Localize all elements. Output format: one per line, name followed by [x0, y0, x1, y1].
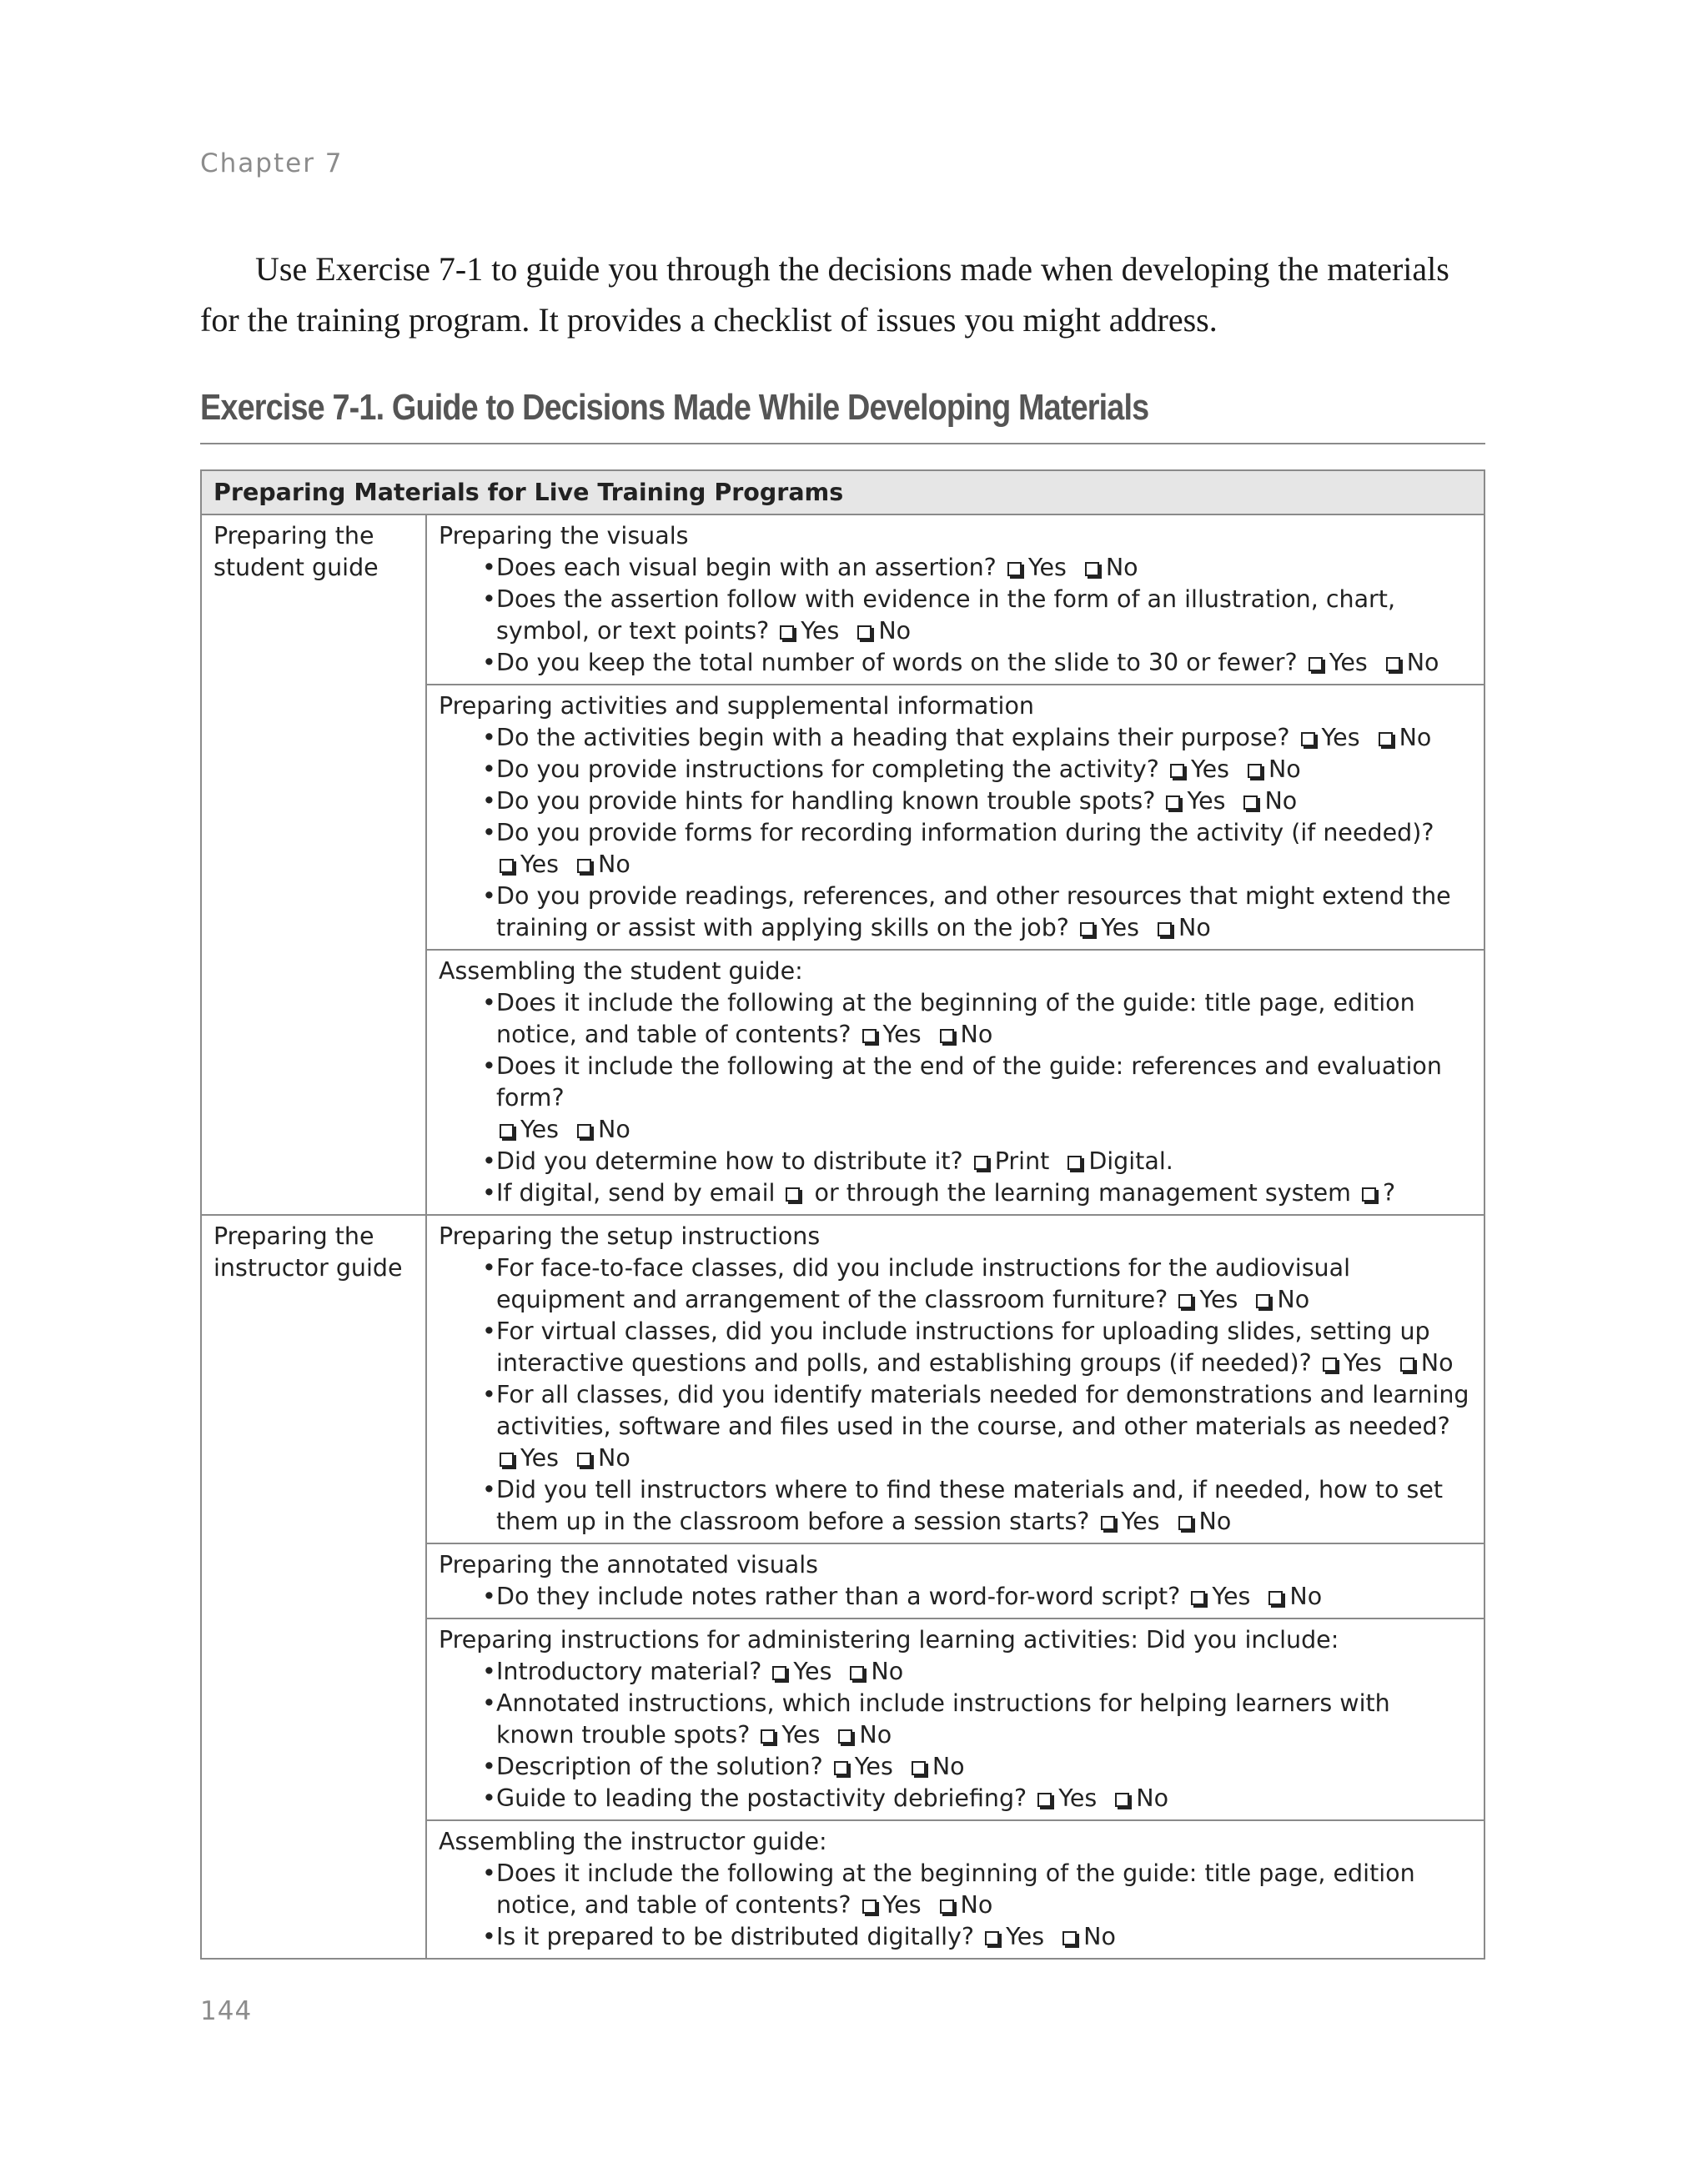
checkbox-option[interactable] — [496, 1444, 559, 1472]
checkbox-icon[interactable] — [772, 1666, 786, 1680]
block-heading: Preparing activities and supplemental information — [439, 692, 1034, 720]
checkbox-option[interactable] — [1188, 1583, 1250, 1610]
checkbox-icon[interactable] — [1170, 764, 1184, 778]
checkbox-option[interactable] — [1064, 1147, 1173, 1175]
checkbox-option[interactable] — [982, 1923, 1044, 1950]
block-heading: Preparing the annotated visuals — [439, 1551, 818, 1578]
checkbox-icon[interactable] — [1007, 562, 1022, 576]
list-item — [482, 987, 1472, 1051]
option-label: No — [1083, 1923, 1116, 1950]
option-label: Yes — [1343, 1349, 1382, 1377]
question-text: Do you keep the total number of words on the slide to 30 or fewer? — [496, 649, 1298, 676]
option-label: Yes — [1321, 724, 1360, 751]
checkbox-icon[interactable] — [862, 1029, 877, 1043]
checkbox-icon[interactable] — [1178, 1516, 1193, 1530]
checkbox-icon[interactable] — [1362, 1187, 1376, 1202]
question-list — [439, 1656, 1472, 1814]
checkbox-option[interactable] — [496, 1116, 559, 1143]
checkbox-icon[interactable] — [985, 1931, 999, 1945]
list-item — [482, 1751, 1472, 1783]
checkbox-option[interactable] — [1175, 1286, 1238, 1313]
list-item — [482, 584, 1472, 647]
option-label: No — [871, 1658, 904, 1685]
question-text: Does it include the following at the beginning of the guide: title page, edition notice, and table of contents? — [496, 989, 1415, 1048]
checkbox-option[interactable] — [1167, 755, 1229, 783]
option-label: Yes — [1121, 1508, 1160, 1535]
checkbox-option[interactable] — [1244, 755, 1301, 783]
question-text: Does it include the following at the beginning of the guide: title page, edition notice, and table of contents? — [496, 1859, 1415, 1919]
question-text: Do the activities begin with a heading that explains their purpose? — [496, 724, 1290, 751]
option-label: No — [1277, 1286, 1310, 1313]
checkbox-option[interactable] — [1319, 1349, 1382, 1377]
question-text: Do you provide instructions for completing the activity? — [496, 755, 1159, 783]
checklist-block — [426, 1215, 1484, 1543]
option-label: No — [1268, 755, 1301, 783]
checkbox-icon[interactable] — [1115, 1793, 1129, 1807]
checkbox-option[interactable] — [769, 1658, 831, 1685]
block-heading: Preparing the setup instructions — [439, 1222, 821, 1250]
checkbox-option[interactable] — [776, 617, 839, 645]
checkbox-icon[interactable] — [838, 1729, 852, 1744]
block-heading: Preparing the visuals — [439, 522, 689, 550]
list-item — [482, 722, 1472, 754]
option-label: Yes — [1329, 649, 1368, 676]
option-label: Print — [994, 1147, 1050, 1175]
question-list — [439, 1858, 1472, 1953]
checkbox-option[interactable] — [1253, 1286, 1309, 1313]
checkbox-icon[interactable] — [857, 625, 872, 640]
question-text: Is it prepared to be distributed digitally? — [496, 1923, 975, 1950]
checkbox-icon[interactable] — [1309, 657, 1323, 671]
checkbox-icon[interactable] — [974, 1156, 988, 1170]
table-header: Preparing Materials for Live Training Programs — [201, 470, 1484, 514]
option-label: Yes — [793, 1658, 832, 1685]
option-label: No — [598, 851, 630, 878]
option-label: No — [1105, 554, 1138, 581]
option-label: Yes — [1199, 1286, 1238, 1313]
inline-text: or through the learning management system — [806, 1179, 1359, 1207]
question-list — [439, 987, 1472, 1209]
option-label: Yes — [520, 1444, 560, 1472]
checkbox-icon[interactable] — [500, 1453, 514, 1467]
option-label: No — [960, 1891, 993, 1919]
checkbox-icon[interactable] — [940, 1029, 954, 1043]
list-item — [482, 1252, 1472, 1316]
checkbox-option[interactable] — [1059, 1923, 1116, 1950]
checkbox-icon[interactable] — [1379, 732, 1393, 746]
question-list — [439, 1252, 1472, 1538]
question-text: Annotated instructions, which include instructions for helping learners with known trouble spots? — [496, 1689, 1390, 1749]
option-label: No — [1399, 724, 1432, 751]
option-label: No — [1198, 1508, 1232, 1535]
question-text: For all classes, did you identify materials needed for demonstrations and learning activities, software and files used in the course, and other materials as needed? — [496, 1381, 1469, 1440]
checkbox-option[interactable] — [859, 1021, 922, 1048]
option-label: Yes — [882, 1891, 922, 1919]
block-heading: Preparing instructions for administering learning activities: Did you include: — [439, 1626, 1339, 1654]
question-text: Do you provide hints for handling known trouble spots? — [496, 787, 1156, 815]
list-item — [482, 1474, 1472, 1538]
checkbox-option[interactable] — [1265, 1583, 1322, 1610]
option-label: No — [1420, 1349, 1454, 1377]
checkbox-icon[interactable] — [1085, 562, 1099, 576]
question-text: Introductory material? — [496, 1658, 762, 1685]
checkbox-icon[interactable] — [1178, 1294, 1193, 1308]
question-list — [439, 722, 1472, 944]
checkbox-option[interactable] — [859, 1891, 922, 1919]
checkbox-option[interactable] — [937, 1021, 993, 1048]
checkbox-icon[interactable] — [1323, 1358, 1337, 1372]
list-item — [482, 1581, 1472, 1613]
checkbox-option[interactable] — [1112, 1784, 1168, 1812]
checkbox-option[interactable] — [1163, 787, 1225, 815]
inline-text: ? — [1383, 1179, 1396, 1207]
question-list — [439, 552, 1472, 679]
option-label: No — [859, 1721, 892, 1749]
checkbox-option[interactable] — [574, 1444, 630, 1472]
option-label: Yes — [1187, 787, 1226, 815]
list-item — [482, 1783, 1472, 1814]
checkbox-option[interactable] — [757, 1721, 820, 1749]
option-label: Yes — [520, 851, 560, 878]
exercise-table — [200, 469, 1485, 1960]
checklist-block — [426, 950, 1484, 1215]
list-item — [482, 881, 1472, 944]
option-label: No — [1406, 649, 1439, 676]
checkbox-option[interactable] — [1098, 1508, 1160, 1535]
checkbox-icon[interactable] — [500, 859, 514, 873]
checkbox-icon[interactable] — [1243, 795, 1258, 810]
list-item — [482, 552, 1472, 584]
table-row — [201, 1215, 1484, 1543]
checkbox-icon[interactable] — [786, 1187, 800, 1202]
checkbox-icon[interactable] — [862, 1900, 877, 1914]
question-text: Description of the solution? — [496, 1753, 823, 1780]
checkbox-icon[interactable] — [577, 859, 591, 873]
checkbox-option[interactable] — [574, 1116, 630, 1143]
list-item — [482, 1146, 1472, 1177]
option-label: No — [1289, 1583, 1323, 1610]
checkbox-icon[interactable] — [577, 1124, 591, 1138]
checkbox-icon[interactable] — [1191, 1591, 1205, 1605]
section-label: Preparing the student guide — [201, 514, 426, 1215]
checkbox-option[interactable] — [1298, 724, 1360, 751]
list-item — [482, 1177, 1472, 1209]
checkbox-option[interactable] — [1034, 1784, 1097, 1812]
checkbox-option[interactable] — [1240, 787, 1297, 815]
checkbox-option[interactable] — [1077, 914, 1139, 941]
question-text: Do you provide forms for recording information during the activity (if needed)? — [496, 819, 1434, 846]
option-label: Yes — [1058, 1784, 1098, 1812]
intro-paragraph: Use Exercise 7-1 to guide you through the decisions made when developing the materials for the training program. It provides a checklist of issues you might address. — [200, 250, 1449, 339]
checkbox-icon[interactable] — [1158, 922, 1172, 936]
running-head: Chapter 7 — [200, 148, 344, 178]
list-item — [482, 817, 1472, 881]
list-item — [482, 1316, 1472, 1379]
checkbox-icon[interactable] — [1256, 1294, 1270, 1308]
option-label: Digital. — [1088, 1147, 1173, 1175]
table-row — [201, 514, 1484, 685]
page-number: 144 — [200, 1996, 253, 2026]
checkbox-option[interactable] — [1004, 554, 1067, 581]
option-label: Yes — [1212, 1583, 1251, 1610]
checklist-block — [426, 1543, 1484, 1618]
list-item — [482, 1688, 1472, 1751]
title-rule — [200, 443, 1485, 444]
option-label: No — [932, 1753, 965, 1780]
checkbox-icon[interactable] — [1101, 1516, 1115, 1530]
checkbox-option[interactable] — [1154, 914, 1211, 941]
checkbox-icon[interactable] — [912, 1761, 926, 1775]
option-label: No — [960, 1021, 993, 1048]
list-item — [482, 785, 1472, 817]
option-label: Yes — [1006, 1923, 1045, 1950]
question-text: Did you tell instructors where to find these materials and, if needed, how to set them up in the classroom before a session starts? — [496, 1476, 1444, 1535]
question-text: Does it include the following at the end of the guide: references and evaluation form? — [496, 1052, 1442, 1112]
option-label: No — [1178, 914, 1211, 941]
option-label: No — [878, 617, 912, 645]
checklist-block — [426, 685, 1484, 950]
checkbox-option[interactable] — [1305, 649, 1368, 676]
checkbox-icon[interactable] — [780, 625, 794, 640]
option-label: Yes — [520, 1116, 560, 1143]
section-label: Preparing the instructor guide — [201, 1215, 426, 1959]
checklist-block — [426, 514, 1484, 685]
checkbox-icon[interactable] — [1037, 1793, 1052, 1807]
option-label: Yes — [854, 1753, 893, 1780]
checkbox-option[interactable] — [846, 1658, 903, 1685]
checkbox-option[interactable] — [854, 617, 911, 645]
checkbox-icon[interactable] — [761, 1729, 775, 1744]
checkbox-icon[interactable] — [1166, 795, 1180, 810]
checkbox-option[interactable] — [574, 851, 630, 878]
checkbox-option[interactable] — [1375, 724, 1432, 751]
option-label: Yes — [1027, 554, 1067, 581]
question-text: Do you provide readings, references, and other resources that might extend the training or assist with applying skills on the job? — [496, 882, 1451, 941]
checkbox-option[interactable] — [1383, 649, 1439, 676]
checkbox-icon[interactable] — [1062, 1931, 1077, 1945]
checkbox-icon[interactable] — [1400, 1358, 1414, 1372]
option-label: Yes — [1100, 914, 1139, 941]
checkbox-option[interactable] — [835, 1721, 892, 1749]
option-label: Yes — [781, 1721, 821, 1749]
checkbox-option[interactable] — [908, 1753, 965, 1780]
checkbox-icon[interactable] — [1068, 1156, 1082, 1170]
checkbox-option[interactable] — [971, 1147, 1050, 1175]
option-label: Yes — [882, 1021, 922, 1048]
question-text: For virtual classes, did you include instructions for uploading slides, setting up interactive questions and polls, and establishing groups (if needed)? — [496, 1317, 1430, 1377]
option-label: Yes — [1190, 755, 1229, 783]
question-text: Does the assertion follow with evidence in the form of an illustration, chart, symbol, or text points? — [496, 585, 1396, 645]
checkbox-icon[interactable] — [1080, 922, 1094, 936]
checkbox-option[interactable] — [1397, 1349, 1454, 1377]
question-text: Do they include notes rather than a word-for-word script? — [496, 1583, 1181, 1610]
option-label: No — [1136, 1784, 1169, 1812]
option-label: No — [598, 1116, 630, 1143]
checklist-block — [426, 1820, 1484, 1959]
checkbox-icon[interactable] — [577, 1453, 591, 1467]
option-label: No — [1264, 787, 1298, 815]
list-item — [482, 1921, 1472, 1953]
question-list — [439, 1581, 1472, 1613]
checkbox-option[interactable] — [937, 1891, 993, 1919]
block-heading: Assembling the instructor guide: — [439, 1828, 827, 1855]
block-heading: Assembling the student guide: — [439, 957, 803, 985]
checkbox-icon[interactable] — [1248, 764, 1262, 778]
list-item — [482, 754, 1472, 785]
option-label: No — [598, 1444, 630, 1472]
list-item — [482, 1379, 1472, 1474]
checkbox-icon[interactable] — [834, 1761, 848, 1775]
checkbox-option[interactable] — [831, 1753, 893, 1780]
list-item — [482, 1858, 1472, 1921]
question-text: If digital, send by email — [496, 1179, 776, 1207]
question-text: Does each visual begin with an assertion? — [496, 554, 997, 581]
checkbox-option[interactable] — [1082, 554, 1138, 581]
question-text: Did you determine how to distribute it? — [496, 1147, 963, 1175]
question-text: For face-to-face classes, did you include instructions for the audiovisual equipment and arrangement of the classroom furniture? — [496, 1254, 1350, 1313]
checkbox-option[interactable] — [496, 851, 559, 878]
list-item — [482, 1051, 1472, 1146]
option-label: Yes — [801, 617, 840, 645]
checkbox-icon[interactable] — [1301, 732, 1315, 746]
checkbox-icon[interactable] — [1386, 657, 1400, 671]
checkbox-option[interactable] — [1175, 1508, 1232, 1535]
question-text: Guide to leading the postactivity debriefing? — [496, 1784, 1027, 1812]
list-item — [482, 1656, 1472, 1688]
checkbox-icon[interactable] — [850, 1666, 864, 1680]
checkbox-icon[interactable] — [1268, 1591, 1283, 1605]
exercise-title: Exercise 7-1. Guide to Decisions Made While Developing Materials — [200, 387, 1149, 428]
list-item — [482, 647, 1472, 679]
checkbox-icon[interactable] — [940, 1900, 954, 1914]
checklist-block — [426, 1618, 1484, 1820]
checkbox-icon[interactable] — [500, 1124, 514, 1138]
